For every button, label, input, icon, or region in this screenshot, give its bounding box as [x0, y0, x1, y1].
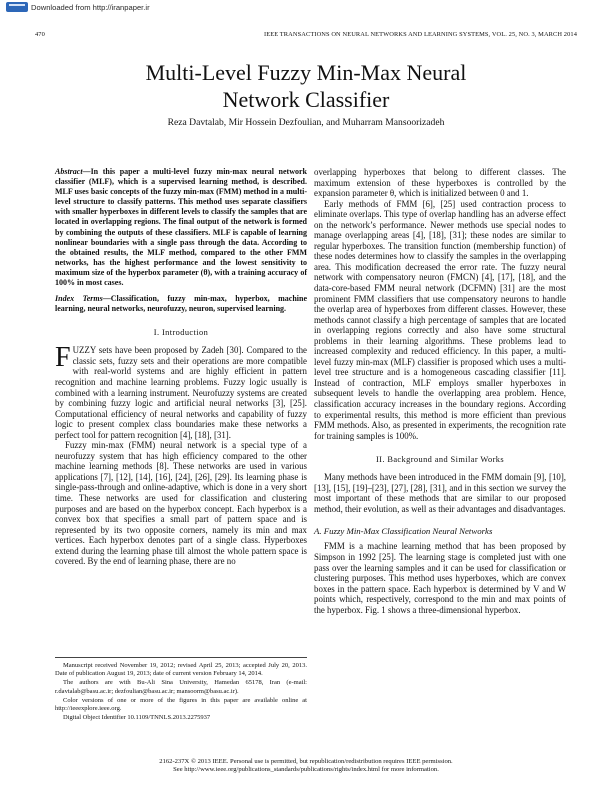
- page-number: 470: [35, 31, 45, 38]
- index-terms-text: Classification, fuzzy min-max, hyperbox, machine learning, neural networks, neurofuzzy, neuron, supervised learning.: [55, 294, 308, 314]
- index-terms-label: Index Terms—: [55, 294, 111, 304]
- footnote-color: Color versions of one or more of the figures in this paper are available online at http://ieeexplore.ieee.org.: [55, 696, 307, 713]
- left-column: [55, 167, 307, 567]
- background-paragraph-1: Many methods have been introduced in the FMM domain [9], [10], [13], [15], [19]–[23], [27], [28], [31], and in this section we survey the most important of these methods that are similar to our proposed method, their evolution, as well as their advantages and disadvantages.: [314, 472, 566, 514]
- fmm-paragraph-1: FMM is a machine learning method that has been proposed by Simpson in 1992 [25]. The learning stage is completed just with one pass over the learning samples and it can be used for classification or clustering purposes. This method uses hyperboxes, which are convex boxes in the pattern space. Each hyperbox is determined by V and W points which, respectively, correspond to the min and max points of the hyperbox. Fig. 1 shows a three-dimensional hyperbox.: [314, 541, 566, 615]
- index-terms: [55, 294, 307, 314]
- copyright-notice: [40, 758, 572, 775]
- footnote: [55, 657, 307, 723]
- intro-paragraph-4: Early methods of FMM [6], [25] used contraction process to eliminate overlaps. This type of overlap handling has an adverse effect on the network’s performance. Newer methods use special nodes to manage overlapping areas [4], [18], [31]; these nodes are similar to regular hyperboxes. The transition function (membership function) of these nodes determines how to classify the samples in the overlapping area. This modification decreased the error rate. The fuzzy neural network with compensatory neuron (FMCN) [4], [17], [18], and the data-core-based FMM neural network (DCFMN) [31] are the most prominent FMM classifiers that use compensatory neurons to handle the overlap area of hyperboxes from different classes. However, these methods cannot classify a high percentage of samples that are located in overlapping regions correctly and also have some structural problems in their learning algorithms. These problems lead to increased complexity and reduced efficiency. In this paper, a multi-level fuzzy min-max (MLF) classifier is proposed which uses a multi-level tree structure and is a homogeneous cascading classifier [11]. Instead of contraction, MLF employs smaller hyperboxes in subsequent levels to handle the overlapping area problem. Hence, classification accuracy increases in the boundary regions. According to experimental results, this method is more efficient than previous FMM methods. Also, as presented in experiments, the recognition rate for training samples is 100%.: [314, 198, 566, 441]
- journal-name: IEEE TRANSACTIONS ON NEURAL NETWORKS AND LEARNING SYSTEMS, VOL. 25, NO. 3, MARCH 2014: [263, 31, 577, 38]
- copyright-line-1: 2162-237X © 2013 IEEE. Personal use is permitted, but republication/redistribution requires IEEE permission.: [159, 758, 453, 765]
- abstract-text: In this paper a multi-level fuzzy min-max neural network classifier (MLF), which is a supervised learning method, is described. MLF uses basic concepts of the fuzzy min-max (FMM) method in a multi-level structure to classify patterns. This method uses separate classifiers with smaller hyperboxes in different levels to classify the samples that are located in overlapping regions. The final output of the network is formed by combining the outputs of these classifiers. MLF is capable of learning nonlinear boundaries with a single pass through the data. According to the obtained results, the MLF method, compared to the other FMM networks, has the highest performance and the lowest sensitivity to maximum size of the hyperbox parameter (θ), with a training accuracy of 100% in most cases.: [55, 167, 307, 288]
- paper-title: [60, 59, 552, 113]
- footnote-doi: Digital Object Identifier 10.1109/TNNLS.2013.2275937: [63, 714, 211, 722]
- title-line-2: Network Classifier: [222, 87, 390, 112]
- drop-cap: F: [55, 342, 71, 374]
- author-list: Reza Davtalab, Mir Hossein Dezfoulian, and Muharram Mansoorizadeh: [167, 117, 445, 128]
- title-line-1: Multi-Level Fuzzy Min-Max Neural: [145, 60, 467, 85]
- download-watermark: [6, 1, 150, 13]
- footnote-affiliation: The authors are with Bu-Ali Sina University, Hamedan 65178, Iran (e-mail: r.davtalab@basu.ac.ir; dezfoulian@basu.ac.ir; mansoorm@basu.ac.ir).: [55, 679, 307, 695]
- download-logo-icon: [6, 2, 28, 12]
- section-heading-introduction: I. Introduction: [153, 328, 209, 338]
- abstract: [55, 167, 307, 288]
- subsection-heading-fmm: A. Fuzzy Min-Max Classification Neural Networks: [314, 526, 493, 537]
- footnote-received: Manuscript received November 19, 2012; revised April 25, 2013; accepted July 20, 2013. Date of publication August 19, 2013; date of current version February 14, 2014.: [55, 662, 307, 678]
- intro-paragraph-1-text: UZZY sets have been proposed by Zadeh [30]. Compared to the classic sets, fuzzy sets and their operations are more compatible with real-world systems and are highly efficient in pattern recognition and machine learning problems. Fuzzy logic usually is combined with a learning instrument. Neurofuzzy systems are created by combining fuzzy logic and artificial neural networks [3], [25]. Computational efficiency of neural networks and capability of fuzzy logic to present complex class boundaries make these networks a perfect tool for pattern recognition [4], [18], [31].: [55, 345, 307, 440]
- section-heading-background: II. Background and Similar Works: [375, 455, 505, 465]
- intro-paragraph-1: [55, 342, 307, 440]
- copyright-line-2: See http://www.ieee.org/publications_standards/publications/rights/index.html for more information.: [173, 766, 439, 774]
- right-column: [314, 167, 566, 615]
- watermark-text[interactable]: Downloaded from http://iranpaper.ir: [31, 2, 150, 12]
- intro-paragraph-2: Fuzzy min-max (FMM) neural network is a special type of a neurofuzzy system that has high efficiency compared to the other machine learning methods [8]. These networks are used in various applications [7], [12], [14], [16], [24], [26], [29]. Its learning phase is single-pass-through and online-adaptive, which is done in a very short time. These networks are used for classification and clustering purposes and are based on the hyperbox concept. Each hyperbox is a convex box that specifies a small part of pattern space and is represented by its two opposite corners, namely its min and max vertices. Each hyperbox denotes part of a single class. Hyperboxes extend during the learning phase till almost the whole pattern space is covered. By the end of learning phase, there are no: [55, 440, 307, 567]
- intro-paragraph-3: overlapping hyperboxes that belong to different classes. The maximum extension of these hyperboxes is controlled by the expansion parameter θ, which is initialized between 0 and 1.: [314, 167, 566, 199]
- abstract-label: Abstract—: [55, 167, 91, 176]
